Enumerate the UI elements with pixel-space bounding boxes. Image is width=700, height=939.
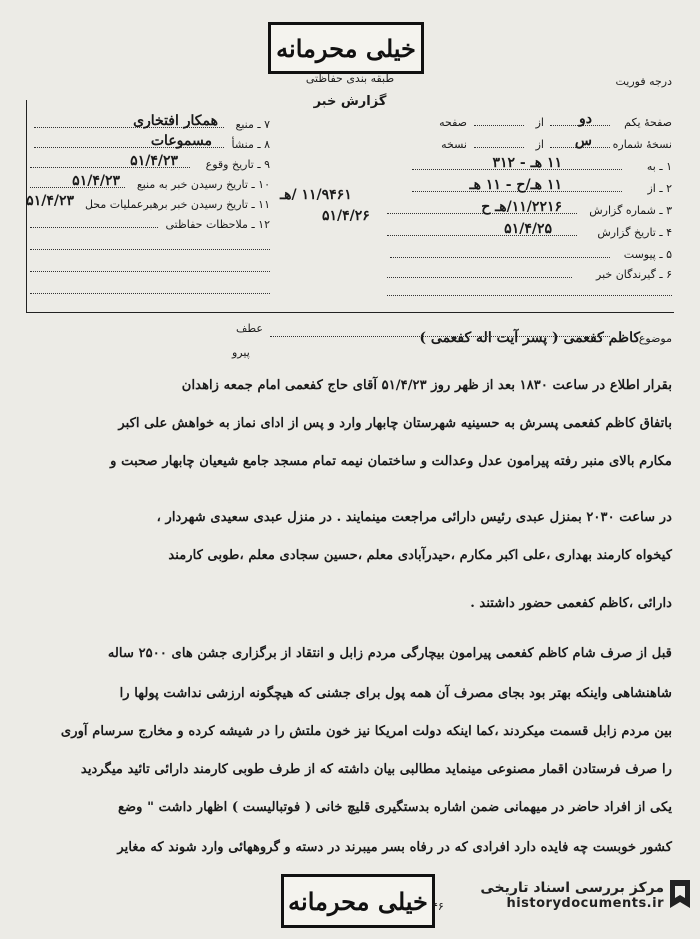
field-report-number-value: ۱۱/۲۲۱۶/هـ ح [481, 199, 562, 215]
field-source [30, 113, 270, 134]
classification-level-label: طبقه بندی حفاظتی [305, 72, 395, 85]
field-origin-value: مسموعات [150, 133, 212, 149]
field-source-receipt-date-label: ۱۰ ـ تاریخ رسیدن خبر به منبع [136, 178, 270, 191]
field-report-date-label: ۴ ـ تاریخ گزارش [597, 226, 672, 239]
field-source-label: ۷ ـ منبع [235, 118, 270, 131]
field-recipients-label: ۶ ـ گیرندگان خبر [596, 268, 672, 281]
field-origin [30, 133, 270, 154]
field-local-receipt-date-value: ۵۱/۴/۲۳ [26, 193, 74, 209]
field-source-receipt-date [30, 173, 270, 194]
field-from-label: ۲ ـ از [647, 182, 672, 195]
body-line: شاهنشاهی واینکه بهتر بود بجای مصرف آن همه پول برای جشنی که هیچگونه ارزشی نداشت پولها را [119, 686, 672, 701]
body-line: بین مردم زابل قسمت میکردند ،کما اینکه دولت امریکا نیز خون ملتش را در شیشه کرده و مخارج سرسام آوری [60, 724, 672, 739]
field-copy-label: نسخهٔ شماره [612, 138, 672, 151]
top-classification-stamp: خیلی محرمانه [268, 22, 424, 74]
subject-text: کاظم کفعمی ( پسر آیت اله کفعمی ) [419, 330, 640, 346]
field-page: صفحهٔ یکم دو از صفحه [439, 111, 672, 129]
header-divider [26, 312, 674, 313]
field-to-label: ۱ ـ به [646, 160, 672, 173]
field-attachment [372, 248, 672, 264]
field-report-date-value: ۵۱/۴/۲۵ [504, 221, 552, 237]
body-line: مکارم بالای منبر رفته پیرامون عدل وعدالت و ساختمان نیمه تمام مسجد جامع شیعیان چابهار صحبت و [110, 454, 672, 469]
field-event-date-label: ۹ ـ تاریخ وقوع [205, 158, 270, 171]
field-page-label: صفحهٔ یکم [624, 116, 672, 129]
field-report-date [372, 221, 672, 242]
field-to [372, 155, 672, 176]
report-title: گزارش خبر [313, 94, 387, 109]
field-to-value: ۱۱ هـ - ۳۱۲ [492, 155, 562, 171]
registration-date: ۵۱/۴/۲۶ [322, 208, 370, 224]
field-report-number-label: ۳ ـ شماره گزارش [589, 204, 672, 217]
peyro-label: پیرو [232, 346, 250, 359]
field-event-date-value: ۵۱/۴/۲۳ [130, 153, 178, 169]
body-line: کشور خوبست چه فایده دارد افرادی که در رفاه بسر میبرند در دسته و گروههائی وارد شوند که مغایر [117, 840, 672, 855]
body-line: باتفاق کاظم کفعمی پسرش به حسینیه شهرستان چابهار وارد و پس از ادای نماز به خواهش علی اکبر [118, 416, 672, 431]
field-page-value: دو [579, 111, 592, 127]
watermark-name: مرکز بررسی اسناد تاریخی [480, 880, 664, 896]
body-line: در ساعت ۲۰۳۰ بمنزل عبدی رئیس دارائی مراجعت مینمایند . در منزل عبدی سعیدی شهردار ، [156, 510, 672, 525]
field-security-notes [30, 218, 270, 234]
registration-number: ۱۱/۹۴۶۱ /هـ [280, 187, 352, 203]
archive-logo-icon [666, 878, 694, 912]
body-line: کیخواه کارمند بهداری ،علی اکبر مکارم ،حیدرآبادی معلم ،حسین سجادی معلم ،طوبی کارمند [168, 548, 672, 563]
field-local-receipt-date [0, 193, 270, 214]
field-copy-value: س [574, 133, 592, 149]
urgency-label: درجه فوریت [615, 75, 672, 88]
atf-label: عطف [236, 322, 263, 335]
body-line: یکی از افراد حاضر در میهمانی ضمن اشاره بدستگیری قلیچ خانی ( فوتبالیست ) اظهار داشت " وضع [117, 800, 672, 815]
archive-watermark [480, 880, 664, 911]
body-line: دارائی ،کاظم کفعمی حضور داشتند . [470, 596, 672, 611]
body-line: بقرار اطلاع در ساعت ۱۸۳۰ بعد از ظهر روز ۵۱/۴/۲۳ آقای حاج کفعمی امام جمعه زاهدان [181, 378, 672, 393]
field-origin-label: ۸ ـ منشأ [231, 138, 270, 151]
subject-label: موضوع [638, 332, 672, 345]
field-report-number [372, 199, 672, 220]
field-source-value: همکار افتخاری [133, 113, 218, 129]
body-line: قبل از صرف شام کاظم کفعمی پیرامون بیچارگی مردم زابل و انتقاد از برگزاری جشن های ۲۵۰۰ ساله [107, 646, 672, 661]
bottom-classification-stamp: خیلی محرمانه [281, 874, 435, 928]
field-from-value: ۱۱ هـ/ح - ۱۱ هـ [469, 177, 562, 193]
field-recipients [372, 268, 672, 284]
field-event-date [30, 153, 270, 174]
field-source-receipt-date-value: ۵۱/۴/۲۳ [72, 173, 120, 189]
field-recipients-extra [372, 286, 672, 302]
field-copy: نسخهٔ شماره س از نسخه [441, 133, 672, 151]
field-local-receipt-date-label: ۱۱ ـ تاریخ رسیدن خبر برهبرعملیات محل [84, 198, 270, 211]
field-security-notes-label: ۱۲ ـ ملاحظات حفاظتی [165, 218, 270, 231]
watermark-url: historydocuments.ir [506, 896, 664, 911]
field-from [372, 177, 672, 198]
field-attachment-label: ۵ ـ پیوست [623, 248, 672, 261]
body-line: را صرف فرستادن اقمار مصنوعی مینماید مطالبی بیان داشته که از طرف طوبی کارمند دارائی تائید میگردید [80, 762, 672, 777]
page-number: ۴۶ [432, 900, 444, 913]
